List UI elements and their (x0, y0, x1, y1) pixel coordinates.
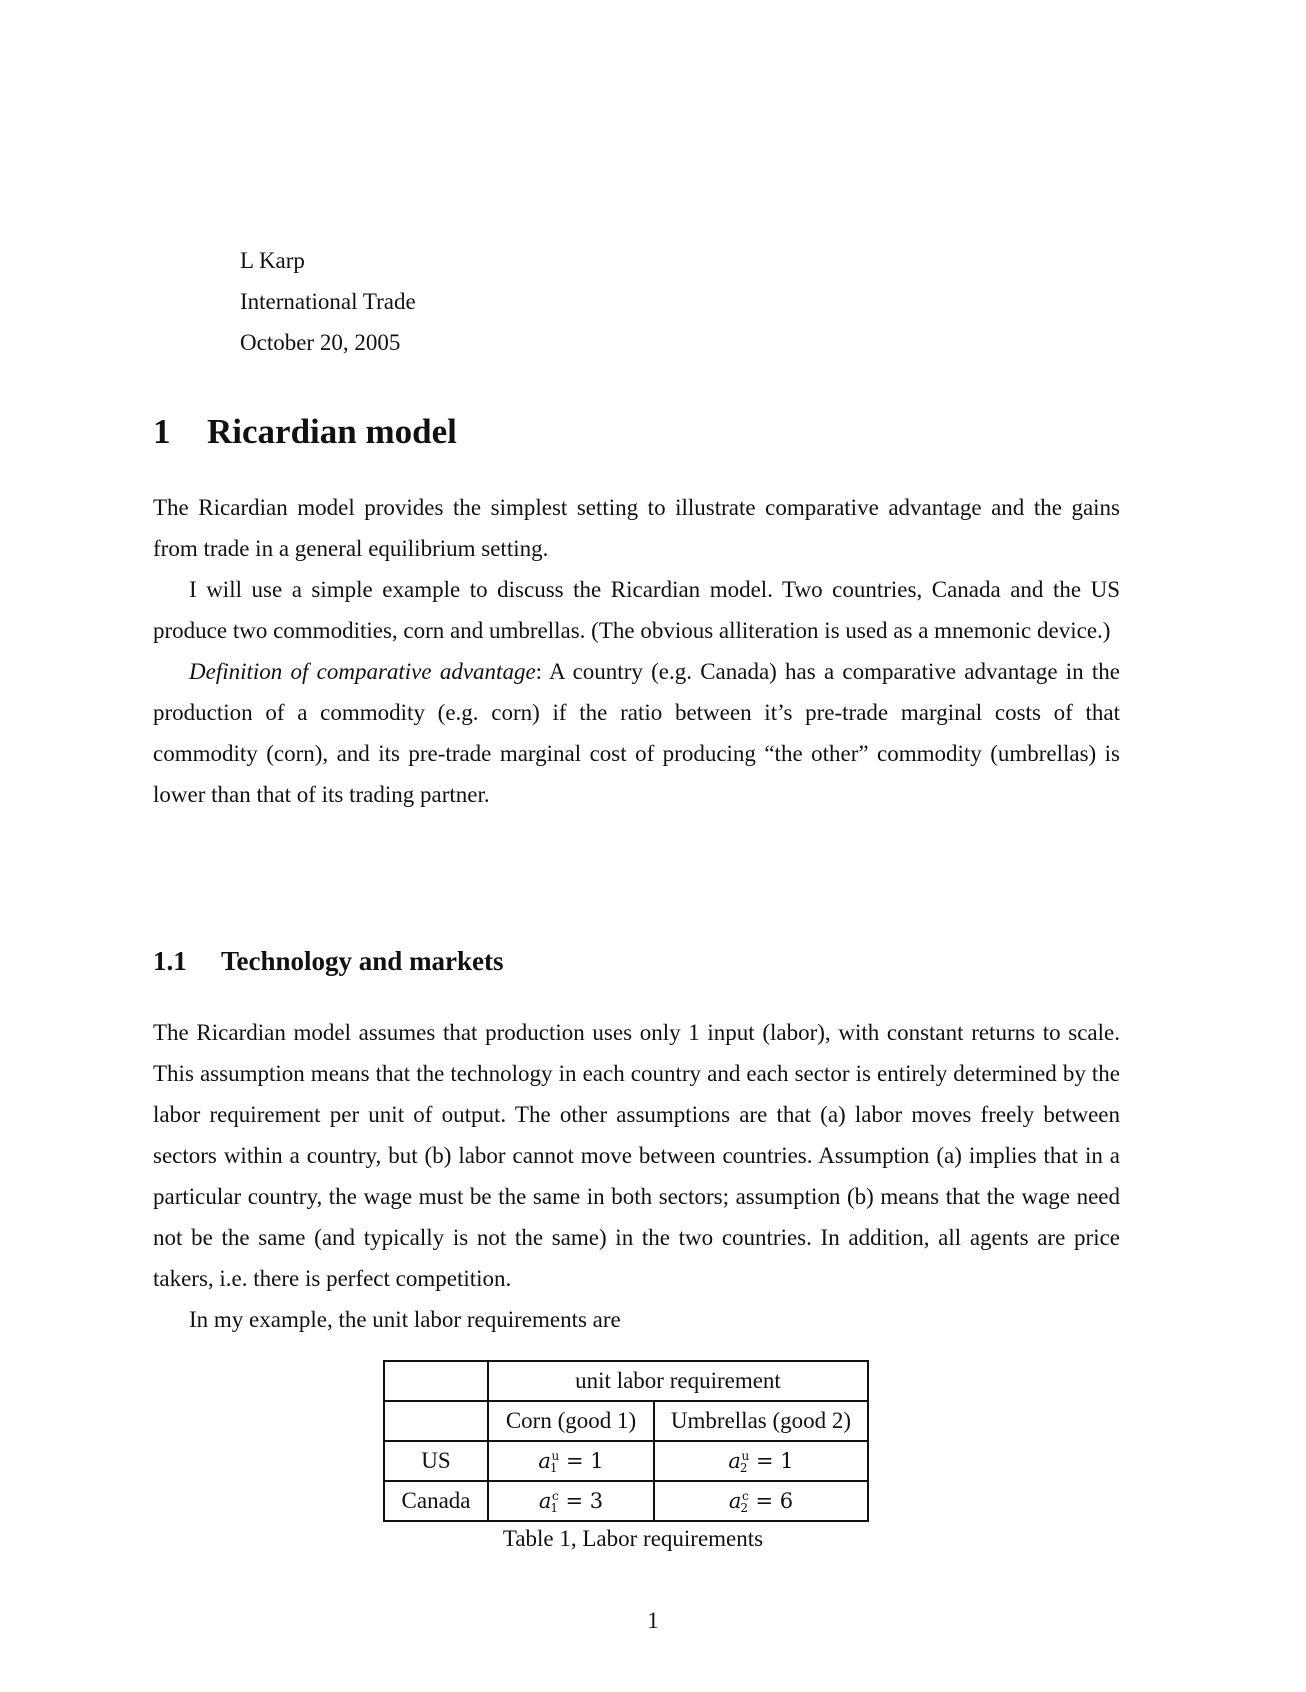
subsection-heading (153, 946, 504, 977)
paragraph: The Ricardian model assumes that production uses only 1 input (labor), with constant returns to scale. This assumption means that the technology in each country and each sector is entirely determined by the labor requirement per unit of output. The other assumptions are that (a) labor moves freely between sectors within a country, but (b) labor cannot move between countries. Assumption (a) implies that in a particular country, the wage must be the same in both sectors; assumption (b) means that the wage need not be the same (and typically is not the same) in the two countries. In addition, all agents are price takers, i.e. there is perfect competition. (153, 1020, 1120, 1291)
section-number: 1 (153, 412, 171, 451)
table-caption: Table 1, Labor requirements (502, 1526, 764, 1551)
document-header (240, 240, 416, 363)
table-cell: $a_2^u = 1$ (654, 1441, 868, 1481)
section-body (153, 487, 1120, 815)
table-cell: $a_1^u = 1$ (488, 1441, 654, 1481)
table-row (384, 1441, 868, 1481)
definition-paragraph (153, 651, 1120, 815)
subsection-body (153, 1012, 1120, 1340)
paragraph: I will use a simple example to discuss the Ricardian model. Two countries, Canada and the US produce two commodities, corn and umbrellas. (The obvious alliteration is used as a mnemonic device.) (153, 577, 1120, 643)
labor-requirement-table (383, 1360, 869, 1522)
section-heading (153, 412, 457, 452)
definition-text: : A country (e.g. Canada) has a comparative advantage in the production of a commodity (e.g. corn) if the ratio between it’s pre-trade marginal costs of that commodity (corn), and its pre-trade marginal cost of producing “the other” commodity (umbrellas) is lower than that of its trading partner. (153, 659, 1120, 807)
table-empty-cell (384, 1401, 488, 1441)
paragraph: In my example, the unit labor requirements are (189, 1307, 621, 1332)
table-cell: $a_2^c = 6$ (654, 1481, 868, 1521)
subsection-title: Technology and markets (221, 946, 504, 976)
table-group-header: unit labor requirement (488, 1361, 868, 1401)
table-row-header: Canada (384, 1481, 488, 1521)
paragraph: The Ricardian model provides the simplest setting to illustrate comparative advantage and the gains from trade in a general equilibrium setting. (153, 495, 1120, 561)
subsection-number: 1.1 (153, 946, 187, 976)
author-line: L Karp (240, 248, 305, 273)
page-number: 1 (647, 1608, 659, 1633)
table-cell: $a_1^c = 3$ (488, 1481, 654, 1521)
table-row-header: US (384, 1441, 488, 1481)
section-title: Ricardian model (207, 412, 457, 451)
table-row (384, 1481, 868, 1521)
table-column-header: Corn (good 1) (488, 1401, 654, 1441)
course-line: International Trade (240, 289, 416, 314)
table-corner-cell (384, 1361, 488, 1401)
table-column-header: Umbrellas (good 2) (654, 1401, 868, 1441)
date-line: October 20, 2005 (240, 330, 401, 355)
definition-term: Definition of comparative advantage (189, 659, 536, 684)
